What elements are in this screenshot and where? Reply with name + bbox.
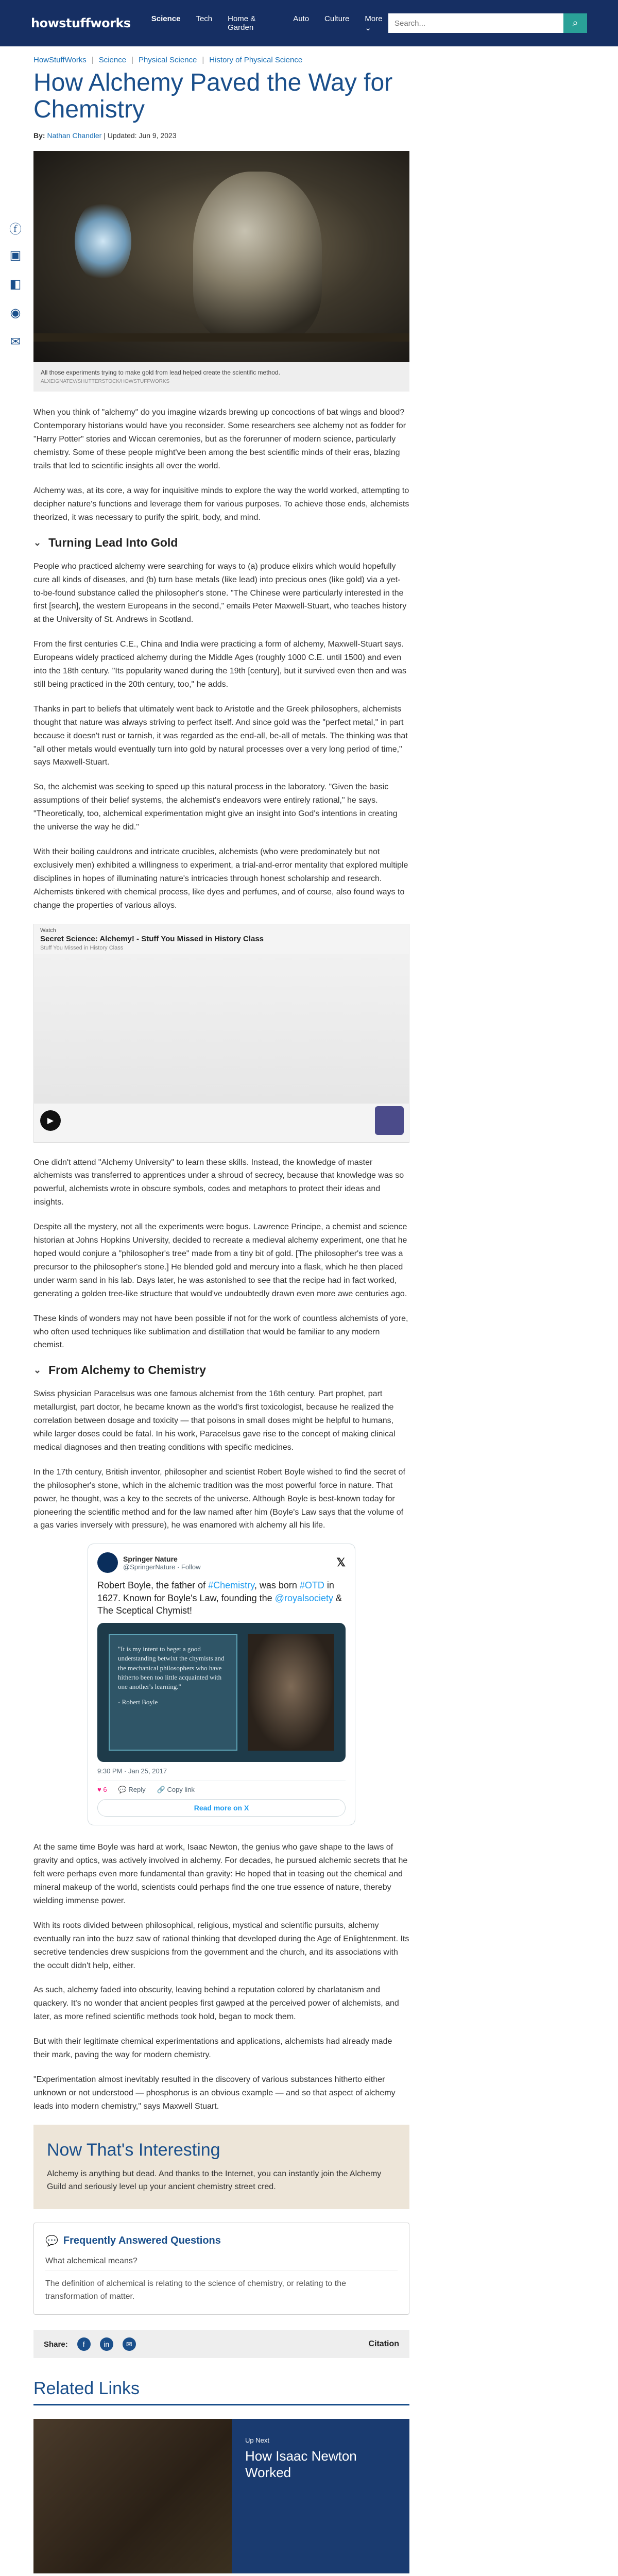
- reply-icon: 💬: [118, 1786, 127, 1794]
- breadcrumb-history[interactable]: History of Physical Science: [209, 56, 303, 64]
- email-icon[interactable]: ✉: [123, 2337, 136, 2351]
- breadcrumb-science[interactable]: Science: [98, 56, 127, 64]
- intro-paragraph-1: When you think of "alchemy" do you imagine wizards brewing up concoctions of bat wings and blood? Contemporary historians would have you reconsider. Some researchers see alchemy not as fodder for "Harry Potter" stories and Wiccan ceremonies, but as the forerunner of modern science, particularly chemistry. Some of these people might've been among the best scientific minds of their eras, blazing trails that led to scientific insights all over the world.: [33, 408, 406, 471]
- tweet-actions: [97, 1780, 346, 1794]
- boyle-quote-card: "It is my intent to beget a good understanding betwixt the chymists and the mechanical philosophers who have hitherto been too little acquainted with one another's learning." - Robert Boyle: [109, 1634, 237, 1751]
- chevron-down-icon: ⌄: [33, 537, 42, 548]
- hashtag-link[interactable]: #Chemistry: [208, 1580, 254, 1591]
- tweet-author[interactable]: Springer Nature: [123, 1554, 178, 1563]
- reply-button[interactable]: 💬 Reply: [118, 1786, 146, 1794]
- tweet-handle[interactable]: @SpringerNature · Follow: [123, 1563, 201, 1571]
- reddit-icon[interactable]: ◉: [10, 306, 21, 320]
- play-button[interactable]: [40, 1110, 61, 1131]
- lead-paragraph-3: Thanks in part to beliefs that ultimately went back to Aristotle and the Greek philosophers, alchemists thought that nature was always striving to perfect itself. And since gold was the "perfect metal," in part because it doesn't rust or tarnish, it was regarded as the end-all, be-all of metals. The thinking was that "all other metals would eventually turn into gold by natural processes over a very long period of time," says Maxwell-Stuart.: [33, 704, 408, 767]
- top-navigation-bar: [0, 0, 618, 46]
- faq-question[interactable]: What alchemical means?: [45, 2257, 398, 2270]
- read-more-button[interactable]: Read more on X: [97, 1799, 346, 1817]
- faq-box: [33, 2223, 409, 2315]
- lead-paragraph-6: One didn't attend "Alchemy University" to learn these skills. Instead, the knowledge of master alchemists was transferred to apprentices under a shroud of secrecy, because that knowledge was so powerful, alchemists wrote in obscure symbols, codes and metaphors to protect their ideas and insights.: [33, 1158, 404, 1207]
- interesting-title: Now That's Interesting: [47, 2140, 220, 2160]
- chem-paragraph-4: With its roots divided between philosophical, religious, mystical and scientific pursuits, alchemy eventually ran into the buzz saw of rational thinking that developed during the Age of Enlightenment. Its secretive tendencies drew suspicions from the government and the church, and its associations with the occult didn't help, either.: [33, 1921, 409, 1970]
- byline: By: Nathan Chandler | Updated: Jun 9, 2023: [33, 131, 177, 140]
- tweet-image[interactable]: [97, 1623, 346, 1762]
- share-bar: [33, 2330, 409, 2358]
- site-logo[interactable]: howstuffworks: [31, 16, 131, 30]
- related-links: [33, 2379, 409, 2576]
- chat-icon: 💬: [45, 2235, 58, 2247]
- interesting-text: Alchemy is anything but dead. And thanks to the Internet, you can instantly join the Alchemy Guild and seriously level up your ancient chemistry street cred.: [47, 2169, 382, 2192]
- chevron-down-icon: ⌄: [33, 1365, 42, 1376]
- boyle-portrait: [248, 1634, 334, 1751]
- related-title: Related Links: [33, 2379, 409, 2405]
- tweet-timestamp[interactable]: 9:30 PM · Jan 25, 2017: [97, 1767, 167, 1775]
- linkedin-icon[interactable]: in: [100, 2337, 113, 2351]
- citation-link[interactable]: Citation: [368, 2340, 399, 2349]
- x-logo-icon[interactable]: 𝕏: [336, 1556, 346, 1569]
- flipboard-icon[interactable]: ◧: [9, 277, 22, 291]
- tweet-text: Robert Boyle, the father of #Chemistry, was born #OTD in 1627. Known for Boyle's Law, founding the @royalsociety & The Sceptical Chymist!: [97, 1580, 342, 1616]
- link-icon: 🔗: [157, 1786, 165, 1794]
- share-label: Share:: [44, 2340, 68, 2349]
- copy-link-button[interactable]: 🔗 Copy link: [157, 1786, 195, 1794]
- newton-statue-image: [33, 2419, 232, 2573]
- video-embed[interactable]: [33, 924, 409, 1143]
- chem-paragraph-5: As such, alchemy faded into obscurity, leaving behind a reputation colored by charlatanism and quackery. It's no wonder that ancient peoples first gawped at the perceived power of alchemists, and later, as more refined scientific methods took hold, began to mock them.: [33, 1986, 399, 2022]
- video-title: Secret Science: Alchemy! - Stuff You Missed in History Class: [40, 934, 264, 943]
- breadcrumb-home[interactable]: HowStuffWorks: [33, 56, 87, 64]
- mention-link[interactable]: @royalsociety: [274, 1592, 333, 1603]
- chem-paragraph-7: "Experimentation almost inevitably resulted in the discovery of various substances hitherto either unknown or not understood — phosphorus is an obvious example — and so that aspect of alchemy leads into modern chemistry," says Maxwell Stuart.: [33, 2075, 396, 2111]
- section-heading-alchemy-chemistry: ⌄ From Alchemy to Chemistry: [33, 1363, 206, 1377]
- like-button[interactable]: ♥ 6: [97, 1786, 107, 1794]
- related-feature-title[interactable]: How Isaac Newton Worked: [245, 2448, 357, 2480]
- lead-paragraph-2: From the first centuries C.E., China and India were practicing a form of alchemy, Maxwell-Stuart says. Europeans widely practiced alchemy during the Middle Ages (roughly 1000 C.E. until 1500) and even into the 18th century. "Its popularity waned during the 19th [century], but it survived even then and was still being practiced in the 20th century, too," he adds.: [33, 640, 407, 689]
- lead-paragraph-7: Despite all the mystery, not all the experiments were bogus. Lawrence Principe, a chemist and science historian at Johns Hopkins University, decided to recreate a medieval alchemy experiment, one that he hoped would conjure a "philosopher's tree" made from a tiny bit of gold. [The philosopher's tree was a precursor to the philosopher's stone.] He blended gold and mercury into a flask, which he then placed under warm sand in his lab. Days later, he was astonished to see that the recipe had in fact worked, generating a golden tree-like structure that would've undoubtedly drawn even more awe centuries ago.: [33, 1223, 407, 1298]
- lead-paragraph-8: These kinds of wonders may not have been possible if not for the work of countless alchemists of yore, who often used techniques like sublimation and distillation that would be familiar to any modern chemist.: [33, 1314, 408, 1350]
- linkedin-icon[interactable]: ▣: [9, 248, 22, 262]
- faq-title: 💬 Frequently Answered Questions: [45, 2234, 221, 2247]
- lead-paragraph-5: With their boiling cauldrons and intricate crucibles, alchemists (who were predominately but not exclusively men) exhibited a willingness to experiment, a trial-and-error mentality that explored multiple disciplines in hopes of illuminating nature's intricacies through honest scholarship and research. Alchemists tinkered with chemical process, like dyes and perfumes, and of course, also found ways to change the properties of various alloys.: [33, 848, 408, 910]
- nav-item-science[interactable]: Science: [151, 14, 181, 23]
- image-caption: All those experiments trying to make gold from lead helped create the scientific method. ALXEIGNATEV/SHUTTERSTOCK/HOWSTUFFWORKS: [33, 362, 409, 392]
- embedded-tweet: [88, 1544, 355, 1825]
- main-nav: [151, 14, 388, 32]
- updated-date: Updated: Jun 9, 2023: [107, 131, 177, 140]
- section-heading-lead-gold: ⌄ Turning Lead Into Gold: [33, 535, 178, 549]
- video-subtitle: Stuff You Missed in History Class: [40, 944, 124, 951]
- breadcrumb-physical-science[interactable]: Physical Science: [139, 56, 197, 64]
- search-button[interactable]: [563, 13, 587, 33]
- lead-paragraph-1: People who practiced alchemy were searching for ways to (a) produce elixirs which would hopefully cure all kinds of diseases, and (b) turn base metals (like lead) into precious ones (like gold) via a yet-to-be-found substance called the philosopher's stone. "The Chinese were particularly interested in the first [search], the western Europeans in the second," emails Peter Maxwell-Stuart, who teaches history at the University of St. Andrews in Scotland.: [33, 562, 407, 624]
- chem-paragraph-1: Swiss physician Paracelsus was one famous alchemist from the 16th century. Part prophet, part metallurgist, part doctor, he became known as the world's first toxicologist, because he realized the correlation between dosage and toxicity — that poisons in small doses might be helpful to humans, while larger doses could be fatal. In his work, Paracelsus gave rise to the concept of making clinical medical diagnoses and then treating conditions with specific medicines.: [33, 1389, 396, 1452]
- nav-item-home-garden[interactable]: Home & Garden: [228, 14, 256, 32]
- social-share-rail: [8, 219, 23, 350]
- facebook-icon[interactable]: f: [77, 2337, 91, 2351]
- video-tag: Watch: [40, 927, 56, 934]
- hero-glowing-flask: [75, 200, 131, 282]
- lead-paragraph-4: So, the alchemist was seeking to speed up this natural process in the laboratory. "Given the basic assumptions of their belief systems, the alchemist's endeavors were entirely rational," he says. "Theoretically, too, alchemical experimentation might give an insight into God's intentions in creating the universe the way he did.": [33, 783, 398, 832]
- hashtag-link[interactable]: #OTD: [299, 1580, 324, 1591]
- search-input[interactable]: [388, 13, 563, 33]
- search-icon: ⌕: [572, 17, 578, 29]
- nav-item-tech[interactable]: Tech: [196, 14, 213, 23]
- faq-answer: The definition of alchemical is relating to the science of chemistry, or relating to the transformation of matter.: [45, 2279, 346, 2301]
- nav-item-auto[interactable]: Auto: [293, 14, 310, 23]
- podcast-thumbnail: [375, 1106, 404, 1135]
- heart-icon: ♥: [97, 1786, 101, 1794]
- related-feature-card[interactable]: [33, 2419, 409, 2573]
- email-icon[interactable]: ✉: [10, 335, 21, 349]
- image-credit: ALXEIGNATEV/SHUTTERSTOCK/HOWSTUFFWORKS: [41, 379, 170, 385]
- nav-item-culture[interactable]: Culture: [324, 14, 350, 23]
- video-frame: [34, 954, 409, 1104]
- author-link[interactable]: Nathan Chandler: [47, 131, 102, 140]
- intro-paragraph-2: Alchemy was, at its core, a way for inquisitive minds to explore the way the world worked, attempting to decipher nature's functions and leverage them for various purposes. To achieve those ends, alchemists theorized, it was necessary to purify the spirit, body, and mind.: [33, 486, 409, 522]
- chem-paragraph-3: At the same time Boyle was hard at work, Isaac Newton, the genius who gave shape to the laws of gravity and optics, was actively involved in alchemy. For decades, he pursued alchemic secrets that he felt were perhaps even more fundamental than gravity: He hoped that in teasing out the chemical and mineral makeup of the world, scientists could perhaps find the one true essence of nature, thereby wielding immense power.: [33, 1843, 408, 1905]
- chem-paragraph-6: But with their legitimate chemical experimentations and applications, alchemists had already made their mark, paving the way for modern chemistry.: [33, 2037, 392, 2060]
- page-title: How Alchemy Paved the Way for Chemistry: [33, 69, 393, 123]
- search-bar: [388, 13, 587, 33]
- chem-paragraph-2: In the 17th century, British inventor, philosopher and scientist Robert Boyle wished to find the secret of the philosopher's stone, which in the alchemic tradition was the most powerful force in nature. That power, he thought, was a key to the secrets of the universe. Although Boyle is best-known today for pioneering the scientific method and for the law named after him (Boyle's Law says that the volume of a gas varies inversely with pressure), he was enamored with alchemy all his life.: [33, 1467, 405, 1530]
- up-next-label: Up Next: [245, 2436, 269, 2445]
- play-icon: ▶: [47, 1116, 54, 1125]
- hero-alchemist-figure: [193, 172, 322, 342]
- article-column: [33, 46, 409, 2576]
- facebook-icon[interactable]: ⓕ: [9, 223, 22, 236]
- now-thats-interesting-box: [33, 2125, 409, 2209]
- avatar[interactable]: [97, 1552, 118, 1573]
- hero-image: [33, 151, 409, 362]
- page-body: [0, 46, 618, 2576]
- hero-shelf: [33, 333, 409, 342]
- nav-item-more[interactable]: More ⌄: [365, 14, 383, 32]
- breadcrumb: HowStuffWorks | Science | Physical Science | History of Physical Science: [33, 56, 303, 64]
